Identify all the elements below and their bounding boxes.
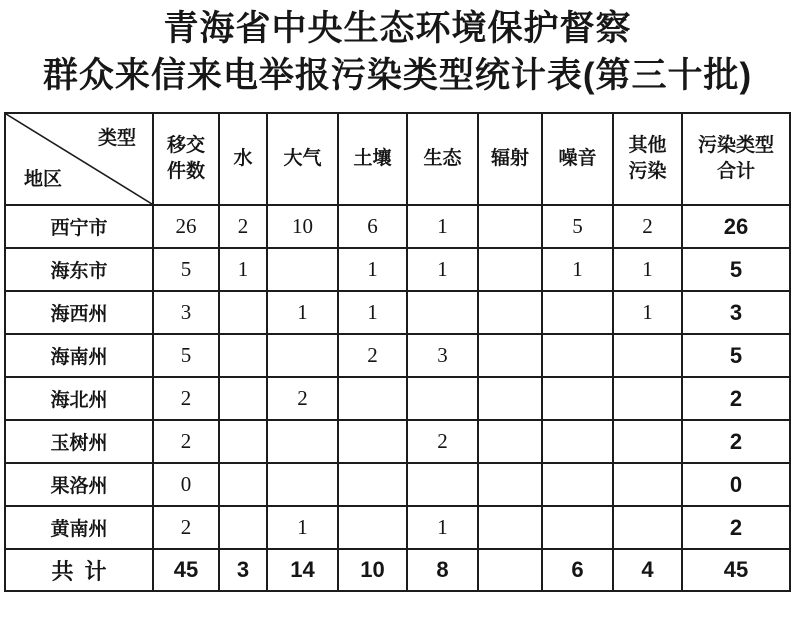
cell-value (478, 463, 542, 506)
cell-value: 3 (682, 291, 790, 334)
pollution-type-stats-table (4, 112, 791, 592)
cell-value: 2 (267, 377, 338, 420)
cell-value: 6 (338, 205, 407, 248)
cell-value: 10 (267, 205, 338, 248)
cell-value (542, 506, 613, 549)
cell-value: 3 (219, 549, 267, 591)
cell-value: 45 (682, 549, 790, 591)
cell-value (613, 334, 682, 377)
cell-value (613, 420, 682, 463)
cell-value: 1 (267, 506, 338, 549)
corner-region-label: 地区 (24, 169, 63, 190)
cell-value: 1 (407, 506, 478, 549)
table-row (5, 248, 790, 291)
cell-value (613, 506, 682, 549)
title-line-2: 群众来信来电举报污染类型统计表(第三十批) (42, 56, 753, 95)
cell-value: 1 (613, 291, 682, 334)
cell-value (478, 377, 542, 420)
cell-value: 1 (338, 248, 407, 291)
cell-value (219, 334, 267, 377)
cell-value: 26 (682, 205, 790, 248)
cell-value: 5 (682, 248, 790, 291)
cell-value: 2 (682, 506, 790, 549)
cell-value (219, 463, 267, 506)
cell-value: 5 (542, 205, 613, 248)
column-header: 噪音 (542, 113, 613, 205)
cell-value (478, 420, 542, 463)
cell-value: 2 (682, 420, 790, 463)
cell-value (478, 291, 542, 334)
column-header: 水 (219, 113, 267, 205)
cell-value (542, 291, 613, 334)
cell-value: 2 (153, 377, 219, 420)
title-line-1: 青海省中央生态环境保护督察 (163, 9, 632, 48)
cell-value (542, 377, 613, 420)
column-header: 辐射 (478, 113, 542, 205)
cell-value: 3 (153, 291, 219, 334)
cell-value (267, 334, 338, 377)
column-header: 土壤 (338, 113, 407, 205)
cell-value: 14 (267, 549, 338, 591)
page-title (0, 0, 795, 99)
cell-value (613, 463, 682, 506)
table-row (5, 463, 790, 506)
cell-value: 4 (613, 549, 682, 591)
column-header: 其他 污染 (613, 113, 682, 205)
cell-value (542, 334, 613, 377)
cell-value: 6 (542, 549, 613, 591)
cell-value: 2 (153, 506, 219, 549)
cell-value (407, 291, 478, 334)
table-row (5, 420, 790, 463)
cell-value: 5 (153, 334, 219, 377)
cell-value (542, 463, 613, 506)
corner-type-label: 类型 (97, 128, 136, 149)
cell-value: 8 (407, 549, 478, 591)
cell-value (478, 549, 542, 591)
table-row (5, 506, 790, 549)
region-label: 黄南州 (5, 506, 153, 549)
cell-value: 2 (219, 205, 267, 248)
cell-value: 45 (153, 549, 219, 591)
cell-value (267, 420, 338, 463)
cell-value: 1 (338, 291, 407, 334)
total-label: 共 计 (5, 549, 153, 591)
cell-value (338, 506, 407, 549)
cell-value: 2 (338, 334, 407, 377)
cell-value: 3 (407, 334, 478, 377)
cell-value (219, 420, 267, 463)
cell-value: 1 (267, 291, 338, 334)
cell-value (613, 377, 682, 420)
cell-value: 2 (613, 205, 682, 248)
region-label: 西宁市 (5, 205, 153, 248)
cell-value (478, 205, 542, 248)
region-label: 玉树州 (5, 420, 153, 463)
cell-value (267, 248, 338, 291)
cell-value: 5 (682, 334, 790, 377)
cell-value (407, 377, 478, 420)
cell-value: 1 (219, 248, 267, 291)
cell-value (338, 420, 407, 463)
cell-value: 1 (407, 205, 478, 248)
cell-value: 26 (153, 205, 219, 248)
cell-value: 5 (153, 248, 219, 291)
column-header: 移交 件数 (153, 113, 219, 205)
header-row (5, 113, 790, 205)
table-row (5, 291, 790, 334)
region-label: 海东市 (5, 248, 153, 291)
cell-value (478, 248, 542, 291)
table-row (5, 205, 790, 248)
region-label: 果洛州 (5, 463, 153, 506)
cell-value: 1 (542, 248, 613, 291)
region-label: 海北州 (5, 377, 153, 420)
cell-value (267, 463, 338, 506)
cell-value: 2 (407, 420, 478, 463)
region-label: 海西州 (5, 291, 153, 334)
cell-value: 2 (682, 377, 790, 420)
cell-value (478, 334, 542, 377)
cell-value (338, 377, 407, 420)
cell-value (542, 420, 613, 463)
cell-value: 1 (613, 248, 682, 291)
cell-value: 10 (338, 549, 407, 591)
column-header: 大气 (267, 113, 338, 205)
cell-value (338, 463, 407, 506)
corner-header-cell (5, 113, 153, 205)
table-row (5, 377, 790, 420)
table-row (5, 334, 790, 377)
cell-value: 2 (153, 420, 219, 463)
cell-value: 0 (153, 463, 219, 506)
region-label: 海南州 (5, 334, 153, 377)
cell-value (407, 463, 478, 506)
cell-value: 0 (682, 463, 790, 506)
cell-value (219, 291, 267, 334)
column-header: 生态 (407, 113, 478, 205)
total-row (5, 549, 790, 591)
cell-value: 1 (407, 248, 478, 291)
cell-value (219, 377, 267, 420)
cell-value (478, 506, 542, 549)
cell-value (219, 506, 267, 549)
column-header: 污染类型 合计 (682, 113, 790, 205)
